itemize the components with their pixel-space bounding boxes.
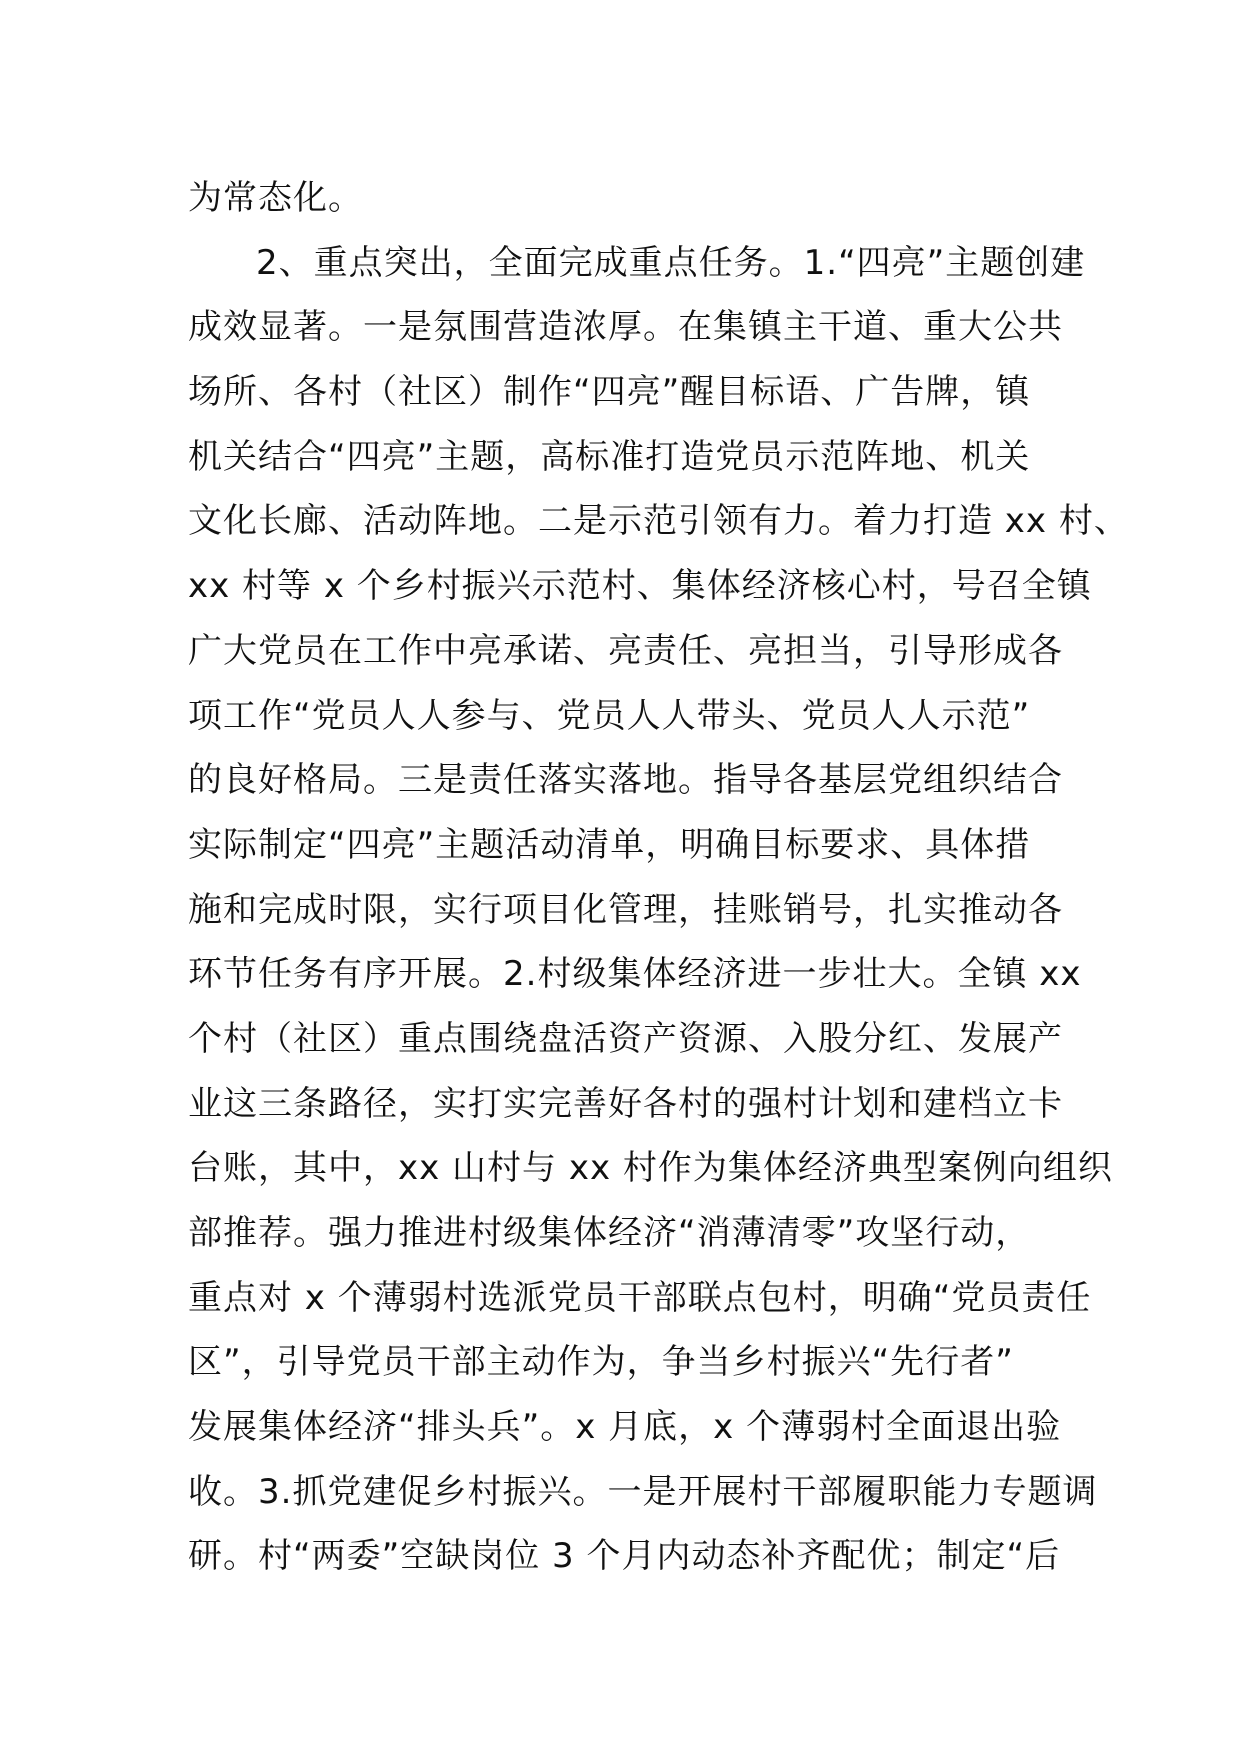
text-line: 成效显著。一是氛围营造浓厚。在集镇主干道、重大公共 (188, 307, 1063, 348)
text-line: 广大党员在工作中亮承诺、亮责任、亮担当，引导形成各 (188, 630, 1063, 671)
text-line: 个村（社区）重点围绕盘活资产资源、入股分红、发展产 (188, 1018, 1063, 1059)
text-line: 的良好格局。三是责任落实落地。指导各基层党组织结合 (188, 760, 1063, 801)
text-line: 发展集体经济“排头兵”。x 月底，x 个薄弱村全面退出验 (188, 1407, 1062, 1448)
text-line: xx 村等 x 个乡村振兴示范村、集体经济核心村，号召全镇 (188, 566, 1092, 607)
text-line: 机关结合“四亮”主题，高标准打造党员示范阵地、机关 (188, 436, 1031, 477)
text-line: 文化长廊、活动阵地。二是示范引领有力。着力打造 xx 村、 (188, 501, 1129, 542)
text-line: 施和完成时限，实行项目化管理，挂账销号，扎实推动各 (188, 889, 1063, 930)
text-line: 为常态化。 (188, 178, 363, 218)
text-line: 项工作“党员人人参与、党员人人带头、党员人人示范” (188, 695, 1031, 736)
text-line: 研。村“两委”空缺岗位 3 个月内动态补齐配优；制定“后 (188, 1536, 1061, 1577)
text-line: 区”，引导党员干部主动作为，争当乡村振兴“先行者” (188, 1342, 1014, 1383)
text-line: 2、重点突出，全面完成重点任务。1.“四亮”主题创建 (256, 242, 1086, 283)
text-line: 重点对 x 个薄弱村选派党员干部联点包村，明确“党员责任 (188, 1277, 1092, 1318)
body-text (188, 166, 1129, 1589)
text-line: 实际制定“四亮”主题活动清单，明确目标要求、具体措 (188, 824, 1031, 865)
text-line: 业这三条路径，实打实完善好各村的强村计划和建档立卡 (188, 1083, 1063, 1124)
text-line: 环节任务有序开展。2.村级集体经济进一步壮大。全镇 xx (188, 954, 1082, 995)
text-line: 部推荐。强力推进村级集体经济“消薄清零”攻坚行动， (188, 1213, 1031, 1253)
text-line: 台账，其中，xx 山村与 xx 村作为集体经济典型案例向组织 (188, 1148, 1113, 1189)
text-line: 收。3.抓党建促乡村振兴。一是开展村干部履职能力专题调 (188, 1471, 1098, 1512)
text-line: 场所、各村（社区）制作“四亮”醒目标语、广告牌，镇 (188, 372, 1031, 413)
